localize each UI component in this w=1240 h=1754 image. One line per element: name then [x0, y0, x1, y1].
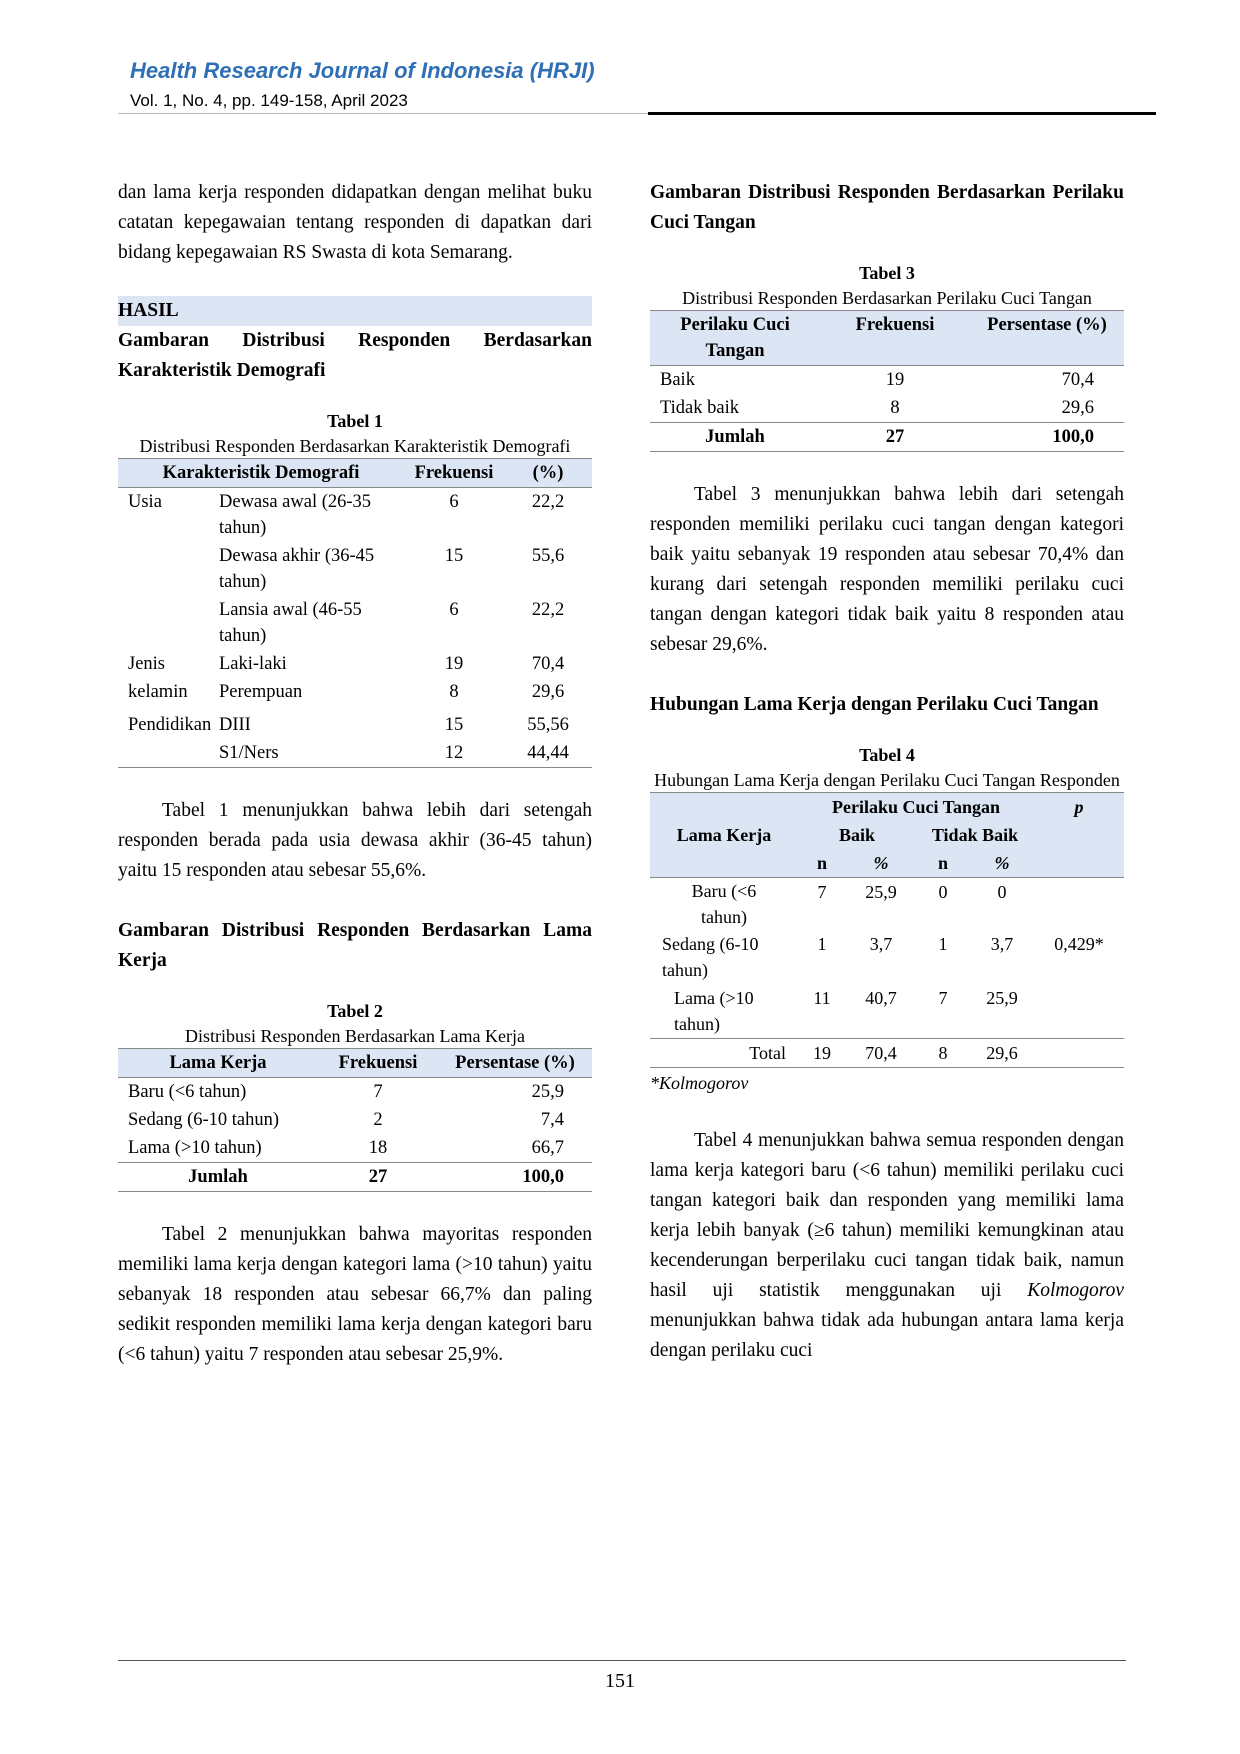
table-cell: Pendidikan	[128, 715, 212, 735]
table-row	[650, 878, 1124, 931]
table-row	[118, 650, 592, 678]
journal-title: Health Research Journal of Indonesia (HRJI)	[130, 58, 595, 83]
table-cell: 100,0	[438, 1163, 592, 1192]
table-cell: 25,9	[865, 882, 897, 902]
table-cell: 29,6	[970, 1039, 1034, 1068]
table-total-row	[650, 423, 1124, 452]
table-row	[650, 394, 1124, 423]
table4-header-pct: %	[970, 849, 1034, 878]
table-cell: 19	[444, 654, 464, 674]
table-cell: 70,4	[1061, 370, 1094, 390]
table-cell	[118, 739, 218, 768]
table-cell: 2	[373, 1110, 383, 1130]
table-row	[650, 930, 1124, 984]
footer-rule	[118, 1660, 1126, 1661]
table2-caption: Distribusi Responden Berdasarkan Lama Kerja	[185, 1026, 525, 1046]
table-cell: Jenis	[128, 654, 165, 674]
table-cell: 6	[449, 600, 459, 620]
table-row	[118, 488, 592, 543]
table-cell: 3,7	[869, 934, 893, 954]
table-cell: Dewasa awal (26-35 tahun)	[219, 492, 372, 538]
table1-block	[118, 408, 592, 768]
table4-label: Tabel 4	[859, 745, 915, 765]
intro-paragraph: dan lama kerja responden didapatkan dengan melihat buku catatan kepegawaian tentang responden di dapatkan dari bidang kepegawaian RS Swasta di kota Semarang.	[118, 182, 592, 263]
table-cell: 40,7	[865, 988, 897, 1008]
table1-header-persen: (%)	[504, 459, 592, 488]
subheading-perilaku: Gambaran Distribusi Responden Berdasarkan Perilaku Cuci Tangan	[650, 182, 1124, 233]
table-row	[118, 596, 592, 650]
table-total-row	[650, 1039, 1124, 1068]
table-cell: 3,7	[990, 934, 1014, 954]
journal-volume: Vol. 1, No. 4, pp. 149-158, April 2023	[130, 91, 408, 110]
table3-paragraph: Tabel 3 menunjukkan bahwa lebih dari setengah responden memiliki perilaku cuci tangan dengan kategori baik yaitu sebanyak 19 responden atau sebesar 70,4% dan kurang dari setengah responden memiliki perilaku cuci tangan dengan kategori tidak baik yaitu 8 responden atau sebesar 29,6%.	[650, 484, 1124, 655]
table1-paragraph: Tabel 1 menunjukkan bahwa lebih dari setengah responden berada pada usia dewasa akhir (36-45 tahun) yaitu 15 responden atau sebesar 55,6%.	[118, 800, 592, 881]
table-cell: Laki-laki	[219, 654, 287, 674]
table2-header-lama-kerja: Lama Kerja	[118, 1049, 318, 1078]
table-cell: Tidak baik	[660, 398, 739, 418]
table-cell: Baru (<6 tahun)	[128, 1082, 247, 1102]
table-cell: 8	[449, 682, 459, 702]
section-heading: HASIL	[118, 296, 592, 326]
table-cell: Baik	[660, 370, 695, 390]
table-cell: Sedang (6-10 tahun)	[128, 1110, 280, 1130]
table-cell: Usia	[128, 492, 162, 512]
table1-caption: Distribusi Responden Berdasarkan Karakteristik Demografi	[139, 436, 571, 456]
table1-header-frekuensi: Frekuensi	[404, 459, 504, 488]
header-rule	[648, 112, 1156, 115]
subheading-lama-kerja: Gambaran Distribusi Responden Berdasarkan Lama Kerja	[118, 920, 592, 971]
table-cell: Perempuan	[219, 682, 303, 702]
table-cell	[1034, 878, 1124, 931]
table1-header-karakteristik: Karakteristik Demografi	[118, 459, 404, 488]
right-column	[650, 178, 1124, 1366]
table-row	[118, 1106, 592, 1134]
table-cell: Sedang (6-10 tahun)	[662, 934, 759, 980]
table4-paragraph-a: Tabel 4 menunjukkan bahwa semua responden dengan lama kerja kategori baru (<6 tahun) memiliki perilaku cuci tangan kategori baik dan responden yang memiliki lama kerja lebih banyak (≥6 tahun) memiliki kemungkinan atau kecenderungan berperilaku cuci tangan tidak baik, namun hasil uji statistik menggunakan uji	[650, 1130, 1124, 1301]
table-cell: Baru (<6 tahun)	[691, 881, 757, 927]
table-cell: 19	[798, 1039, 846, 1068]
table3-header-perilaku: Perilaku Cuci Tangan	[650, 311, 820, 366]
table2-header-persentase: Persentase (%)	[438, 1049, 592, 1078]
table-cell: 66,7	[531, 1138, 564, 1158]
table-cell: Jumlah	[650, 423, 820, 452]
table3-block	[650, 260, 1124, 452]
table-cell: 100,0	[970, 423, 1124, 452]
table2	[118, 1048, 592, 1192]
table-row	[118, 739, 592, 768]
table-cell: 27	[820, 423, 970, 452]
page-number: 151	[605, 1670, 635, 1692]
table-cell: 22,2	[531, 600, 565, 620]
table-row	[118, 1134, 592, 1163]
table-cell: Total	[650, 1039, 798, 1068]
table-cell: 8	[916, 1039, 970, 1068]
table-cell: 15	[444, 715, 464, 735]
table-row	[650, 366, 1124, 395]
table-cell: 55,6	[531, 546, 565, 566]
table-cell: 29,6	[531, 682, 565, 702]
table3	[650, 310, 1124, 452]
table4-note: *Kolmogorov	[650, 1073, 749, 1093]
table4-header-n: n	[798, 849, 846, 878]
table-cell: Lama (>10 tahun)	[128, 1138, 262, 1158]
table4-caption: Hubungan Lama Kerja dengan Perilaku Cuci Tangan Responden	[654, 770, 1120, 790]
table-cell: 19	[885, 370, 905, 390]
table-cell: 0	[938, 882, 948, 902]
table-cell: S1/Ners	[219, 743, 279, 763]
table-cell: 27	[318, 1163, 438, 1192]
table-cell	[118, 596, 218, 650]
table-cell: 25,9	[531, 1082, 564, 1102]
table-cell: 15	[444, 546, 464, 566]
table-cell: 7,4	[540, 1110, 564, 1130]
table4-paragraph-b: menunjukkan bahwa tidak ada hubungan antara lama kerja dengan perilaku cuci	[650, 1310, 1124, 1361]
table4	[650, 792, 1124, 1068]
left-column	[118, 178, 592, 1370]
table4-header-baik: Baik	[798, 821, 916, 849]
table-cell: Lama (>10 tahun)	[674, 988, 754, 1034]
table3-label: Tabel 3	[859, 263, 915, 283]
subheading-hubungan: Hubungan Lama Kerja dengan Perilaku Cuci Tangan	[650, 694, 1099, 715]
table4-header-pct: %	[846, 849, 916, 878]
table3-header-frekuensi: Frekuensi	[820, 311, 970, 366]
table3-caption: Distribusi Responden Berdasarkan Perilaku Cuci Tangan	[682, 288, 1092, 308]
table-cell	[1034, 984, 1124, 1039]
table4-header-perilaku: Perilaku Cuci Tangan	[798, 793, 1034, 822]
table2-header-frekuensi: Frekuensi	[318, 1049, 438, 1078]
table4-header-tidak-baik: Tidak Baik	[916, 821, 1034, 849]
table4-block	[650, 742, 1124, 1098]
table-cell: Lansia awal (46-55 tahun)	[219, 600, 362, 646]
table-cell: 7	[373, 1082, 383, 1102]
table-cell: 0	[997, 882, 1007, 902]
table-cell: 18	[368, 1138, 388, 1158]
table2-label: Tabel 2	[327, 1001, 383, 1021]
table-cell: 12	[444, 743, 464, 763]
table-cell: 1	[817, 934, 827, 954]
table-cell: 7	[938, 988, 948, 1008]
table-total-row	[118, 1163, 592, 1192]
table-cell: 29,6	[1061, 398, 1094, 418]
table-row	[118, 678, 592, 706]
table-cell: DIII	[219, 715, 251, 735]
table-cell: 55,56	[527, 715, 569, 735]
subheading-demografi: Gambaran Distribusi Responden Berdasarkan Karakteristik Demografi	[118, 330, 592, 381]
table-cell: 7	[817, 882, 827, 902]
table4-header-blank	[1034, 849, 1124, 878]
table-row	[650, 984, 1124, 1039]
table-cell: 44,44	[527, 743, 569, 763]
table-cell: kelamin	[128, 682, 188, 702]
table-row	[118, 1078, 592, 1107]
table-cell: Jumlah	[118, 1163, 318, 1192]
table-cell: 70,4	[531, 654, 565, 674]
table-row	[118, 706, 592, 739]
table2-block	[118, 998, 592, 1192]
table4-header-p: p	[1034, 793, 1124, 850]
table-cell: 22,2	[531, 492, 565, 512]
table1-label: Tabel 1	[327, 411, 383, 431]
table-cell: Dewasa akhir (36-45 tahun)	[219, 546, 375, 592]
table-cell: 70,4	[846, 1039, 916, 1068]
header-rule-thin	[118, 113, 648, 114]
table-cell	[118, 542, 218, 596]
table-cell: 8	[890, 398, 900, 418]
table4-header-lama-kerja: Lama Kerja	[650, 793, 798, 878]
table4-paragraph	[650, 1126, 1124, 1366]
table2-paragraph: Tabel 2 menunjukkan bahwa mayoritas responden memiliki lama kerja dengan kategori lama (>10 tahun) yaitu sebanyak 18 responden atau sebesar 66,7% dan paling sedikit responden memiliki lama kerja dengan kategori baru (<6 tahun) yaitu 7 responden atau sebesar 25,9%.	[118, 1224, 592, 1365]
table1	[118, 458, 592, 768]
table4-header-n: n	[916, 849, 970, 878]
table-cell	[1034, 1039, 1124, 1068]
table-cell: 0,429*	[1054, 934, 1104, 954]
table-row	[118, 542, 592, 596]
table-cell: 1	[938, 934, 948, 954]
table3-header-persentase: Persentase (%)	[970, 311, 1124, 366]
table4-paragraph-em: Kolmogorov	[1027, 1280, 1125, 1301]
table-cell: 11	[813, 988, 831, 1008]
table-cell: 25,9	[986, 988, 1018, 1008]
table-cell: 6	[449, 492, 459, 512]
